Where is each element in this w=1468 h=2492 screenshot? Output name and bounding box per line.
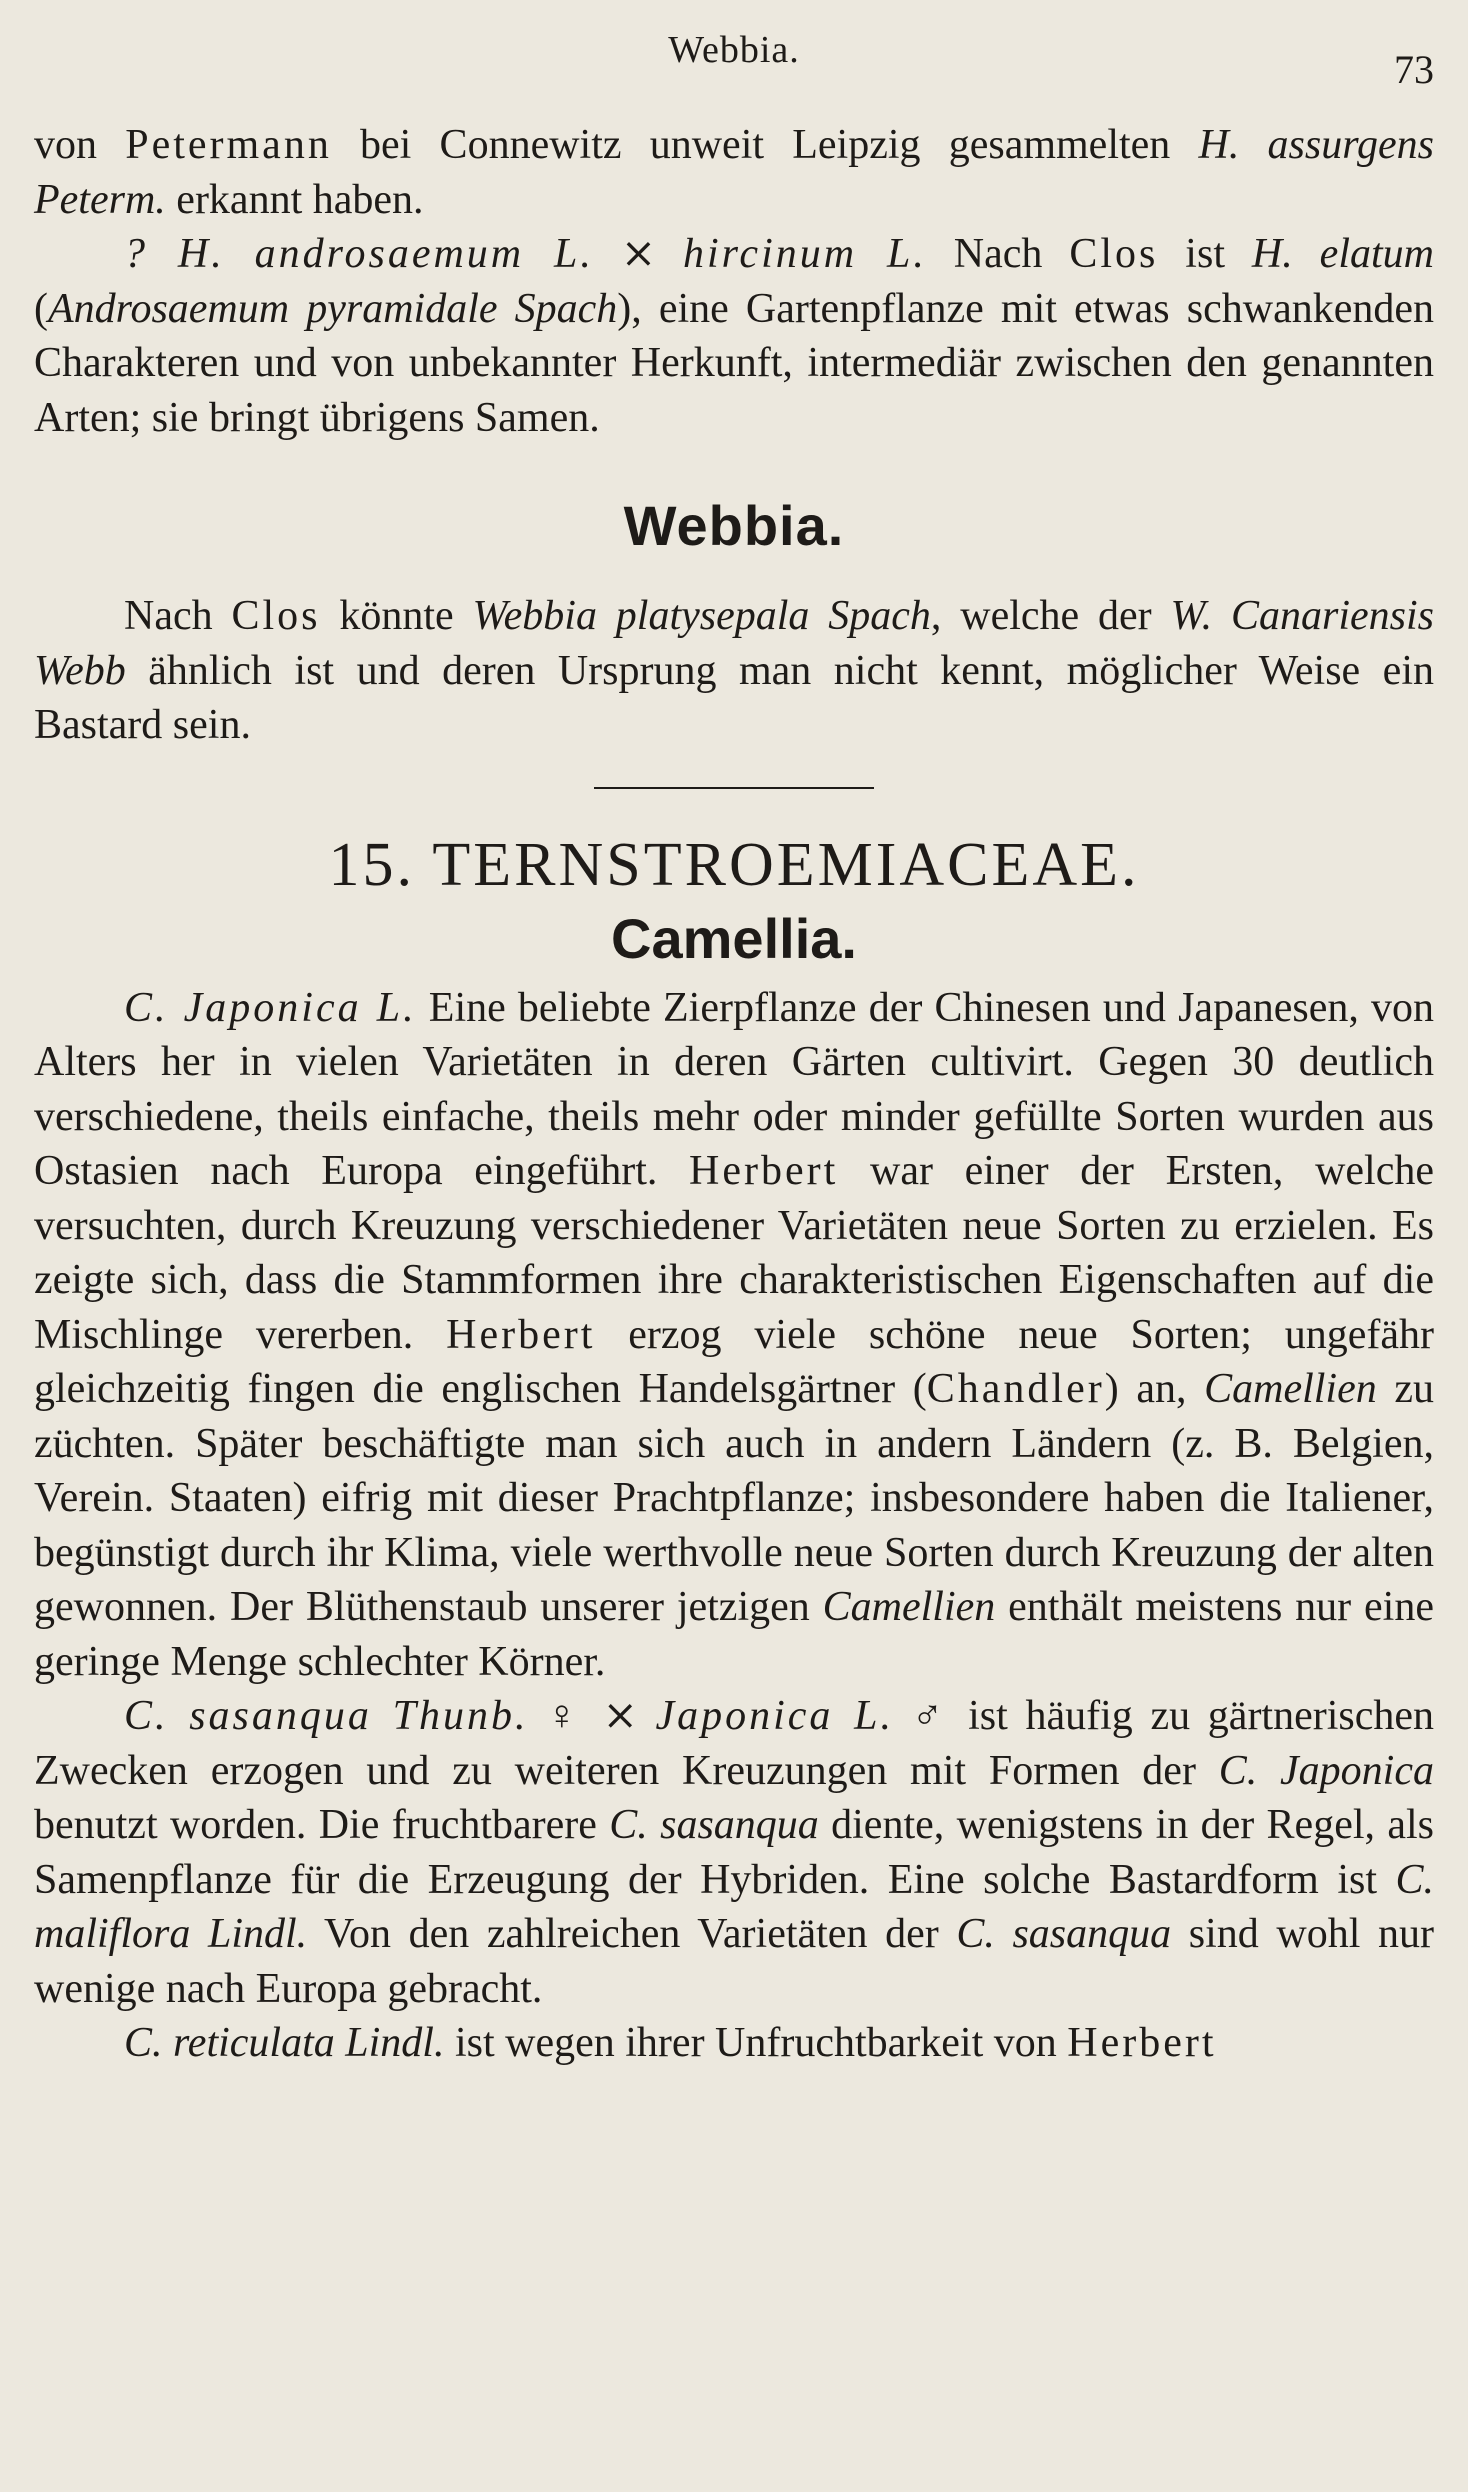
- family-title: 15. TERNSTROEMIACEAE.: [328, 830, 1140, 899]
- paragraph-hypericum-hybrid: ? H. androsaemum L. ⨯ hircinum L. Nach Clos ist H. elatum (Androsaemum pyramidale Spach), eine Gartenpflanze mit etwas schwankenden Charakteren und von unbekannter Herkunft, intermediär zwischen den genannten Arten; sie bringt übrigens Samen.: [34, 231, 1434, 441]
- paragraph-webbia: Nach Clos könnte Webbia platysepala Spach, welche der W. Canariensis Webb ähnlich ist und deren Ursprung man nicht kennt, möglicher Weise ein Bastard sein.: [34, 593, 1435, 748]
- paragraph-hypericum-assurgens: von Petermann bei Connewitz unweit Leipzig gesammelten H. assurgens Peterm. erkannt haben.: [34, 122, 1435, 223]
- section-title-webbia: Webbia.: [623, 494, 845, 557]
- paragraph-camellia-sasanqua: C. sasanqua Thunb. ♀ ⨯ Japonica L. ♂ ist häufig zu gärtnerischen Zwecken erzogen und zu weiteren Kreuzungen mit Formen der C. Japonica benutzt worden. Die fruchtbarere C. sasanqua diente, wenigstens in der Regel, als Samenpflanze für die Erzeugung der Hybriden. Eine solche Bastardform ist C. maliflora Lindl. Von den zahlreichen Varietäten der C. sasanqua sind wohl nur wenige nach Europa gebracht.: [34, 1693, 1435, 2012]
- paragraph-camellia-reticulata: C. reticulata Lindl. ist wegen ihrer Unfruchtbarkeit von Herbert: [124, 2020, 1217, 2066]
- page-number: 73: [1394, 47, 1434, 92]
- page-content: [34, 118, 1434, 2071]
- paragraph-camellia-japonica: C. Japonica L. Eine beliebte Zierpflanze der Chinesen und Japanesen, von Alters her in vielen Varietäten in deren Gärten cultivirt. Gegen 30 deutlich verschiedene, theils einfache, theils mehr oder minder gefüllte Sorten wurden aus Ostasien nach Europa eingeführt. Herbert war einer der Ersten, welche versuchten, durch Kreuzung verschiedener Varietäten neue Sorten zu erzielen. Es zeigte sich, dass die Stammformen ihre charakteristischen Eigenschaften auf die Mischlinge vererben. Herbert erzog viele schöne neue Sorten; ungefähr gleichzeitig fingen die englischen Handelsgärtner (Chandler) an, Camellien zu züchten. Später beschäftigte man sich auch in andern Ländern (z. B. Belgien, Verein. Staaten) eifrig mit dieser Prachtpflanze; insbesondere haben die Italiener, begünstigt durch ihr Klima, viele werthvolle neue Sorten durch Kreuzung der alten gewonnen. Der Blüthenstaub unserer jetzigen Camellien enthält meistens nur eine geringe Menge schlechter Körner.: [34, 984, 1435, 1685]
- running-head: Webbia.: [668, 29, 800, 71]
- section-divider: [594, 787, 874, 789]
- genus-title-camellia: Camellia.: [611, 906, 857, 970]
